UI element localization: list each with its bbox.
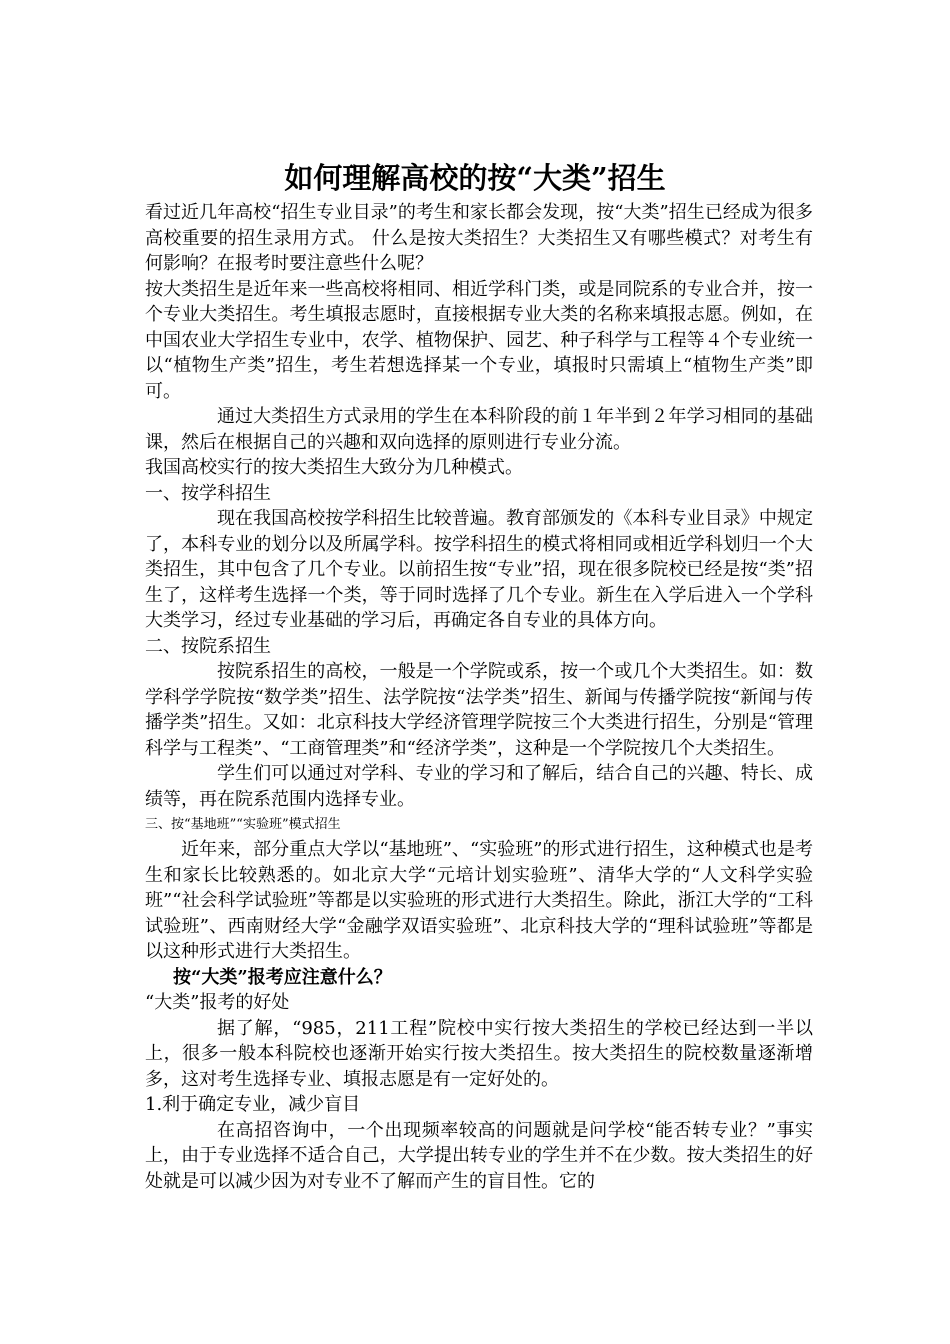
paragraph-experimental-class: 近年来，部分重点大学以“基地班”、“实验班”的形式进行招生，这种模式也是考生和家长比较熟悉的。如北京大学“元培计划实验班”、清华大学的“人文科学实验班”“社会科学试验班”等都是以实验班的形式进行大类招生。除此，浙江大学的“工科试验班”、西南财经大学“金融学双语实验班”、北京科技大学的“理科试验班”等都是以这种形式进行大类招生。	[145, 839, 813, 962]
paragraph-benefits: 据了解，“985，211工程”院校中实行按大类招生的学校已经达到一半以上，很多一般本科院校也逐渐开始实行按大类招生。按大类招生的院校数量逐渐增多，这对考生选择专业、填报志愿是有一定好处的。	[145, 1017, 813, 1090]
subheading-benefit-1: 1.利于确定专业，减少盲目	[145, 1094, 361, 1115]
paragraph-choose-major: 学生们可以通过对学科、专业的学习和了解后，结合自己的兴趣、特长、成绩等，再在院系范围内选择专业。	[145, 763, 813, 810]
subheading-benefits: “大类”报考的好处	[145, 992, 290, 1013]
document-body	[145, 200, 813, 1194]
paragraph-modes-intro: 我国高校实行的按大类招生大致分为几种模式。	[145, 457, 523, 478]
paragraph-definition: 按大类招生是近年来一些高校将相同、相近学科门类，或是同院系的专业合并，按一个专业大类招生。考生填报志愿时，直接根据专业大类的名称来填报志愿。例如，在中国农业大学招生专业中，农学、植物保护、园艺、种子科学与工程等４个专业统一以“植物生产类”招生，考生若想选择某一个专业，填报时只需填上“植物生产类”即可。	[145, 278, 813, 402]
section-heading-by-department: 二、按院系招生	[145, 635, 271, 657]
paragraph-by-discipline: 现在我国高校按学科招生比较普遍。教育部颁发的《本科专业目录》中规定了，本科专业的划分以及所属学科。按学科招生的模式将相同或相近学科划归一个大类招生，其中包含了几个专业。以前招生按“专业”招，现在很多院校已经是按“类”招生了，这样考生选择一个类，等于同时选择了几个专业。新生在入学后进入一个学科大类学习，经过专业基础的学习后，再确定各自专业的具体方向。	[145, 508, 813, 631]
paragraph-foundation-courses: 通过大类招生方式录用的学生在本科阶段的前１年半到２年学习相同的基础课，然后在根据自己的兴趣和双向选择的原则进行专业分流。	[145, 406, 813, 453]
paragraph-benefit-1: 在高招咨询中，一个出现频率较高的问题就是问学校“能否转专业？”事实上，由于专业选择不适合自己，大学提出转专业的学生并不在少数。按大类招生的好处就是可以减少因为对专业不了解而产生的盲目性。它的	[145, 1119, 813, 1192]
section-heading-by-discipline: 一、按学科招生	[145, 482, 271, 504]
section-heading-notes: 按“大类”报考应注意什么？	[173, 966, 392, 988]
paragraph-by-department: 按院系招生的高校，一般是一个学院或系，按一个或几个大类招生。如：数学科学学院按“数学类”招生、法学院按“法学类”招生、新闻与传播学院按“新闻与传播学类”招生。又如：北京科技大学经济管理学院按三个大类进行招生，分别是“管理科学与工程类”、“工商管理类”和“经济学类”，这种是一个学院按几个大类招生。	[145, 661, 813, 759]
section-heading-experimental-class: 三、按“基地班”“实验班”模式招生	[145, 817, 341, 832]
paragraph-intro: 看过近几年高校“招生专业目录”的考生和家长都会发现，按“大类”招生已经成为很多高校重要的招生录用方式。 什么是按大类招生？大类招生又有哪些模式？对考生有何影响？在报考时要注意些什么呢？	[145, 202, 813, 274]
document-title: 如何理解高校的按“大类”招生	[284, 161, 666, 195]
